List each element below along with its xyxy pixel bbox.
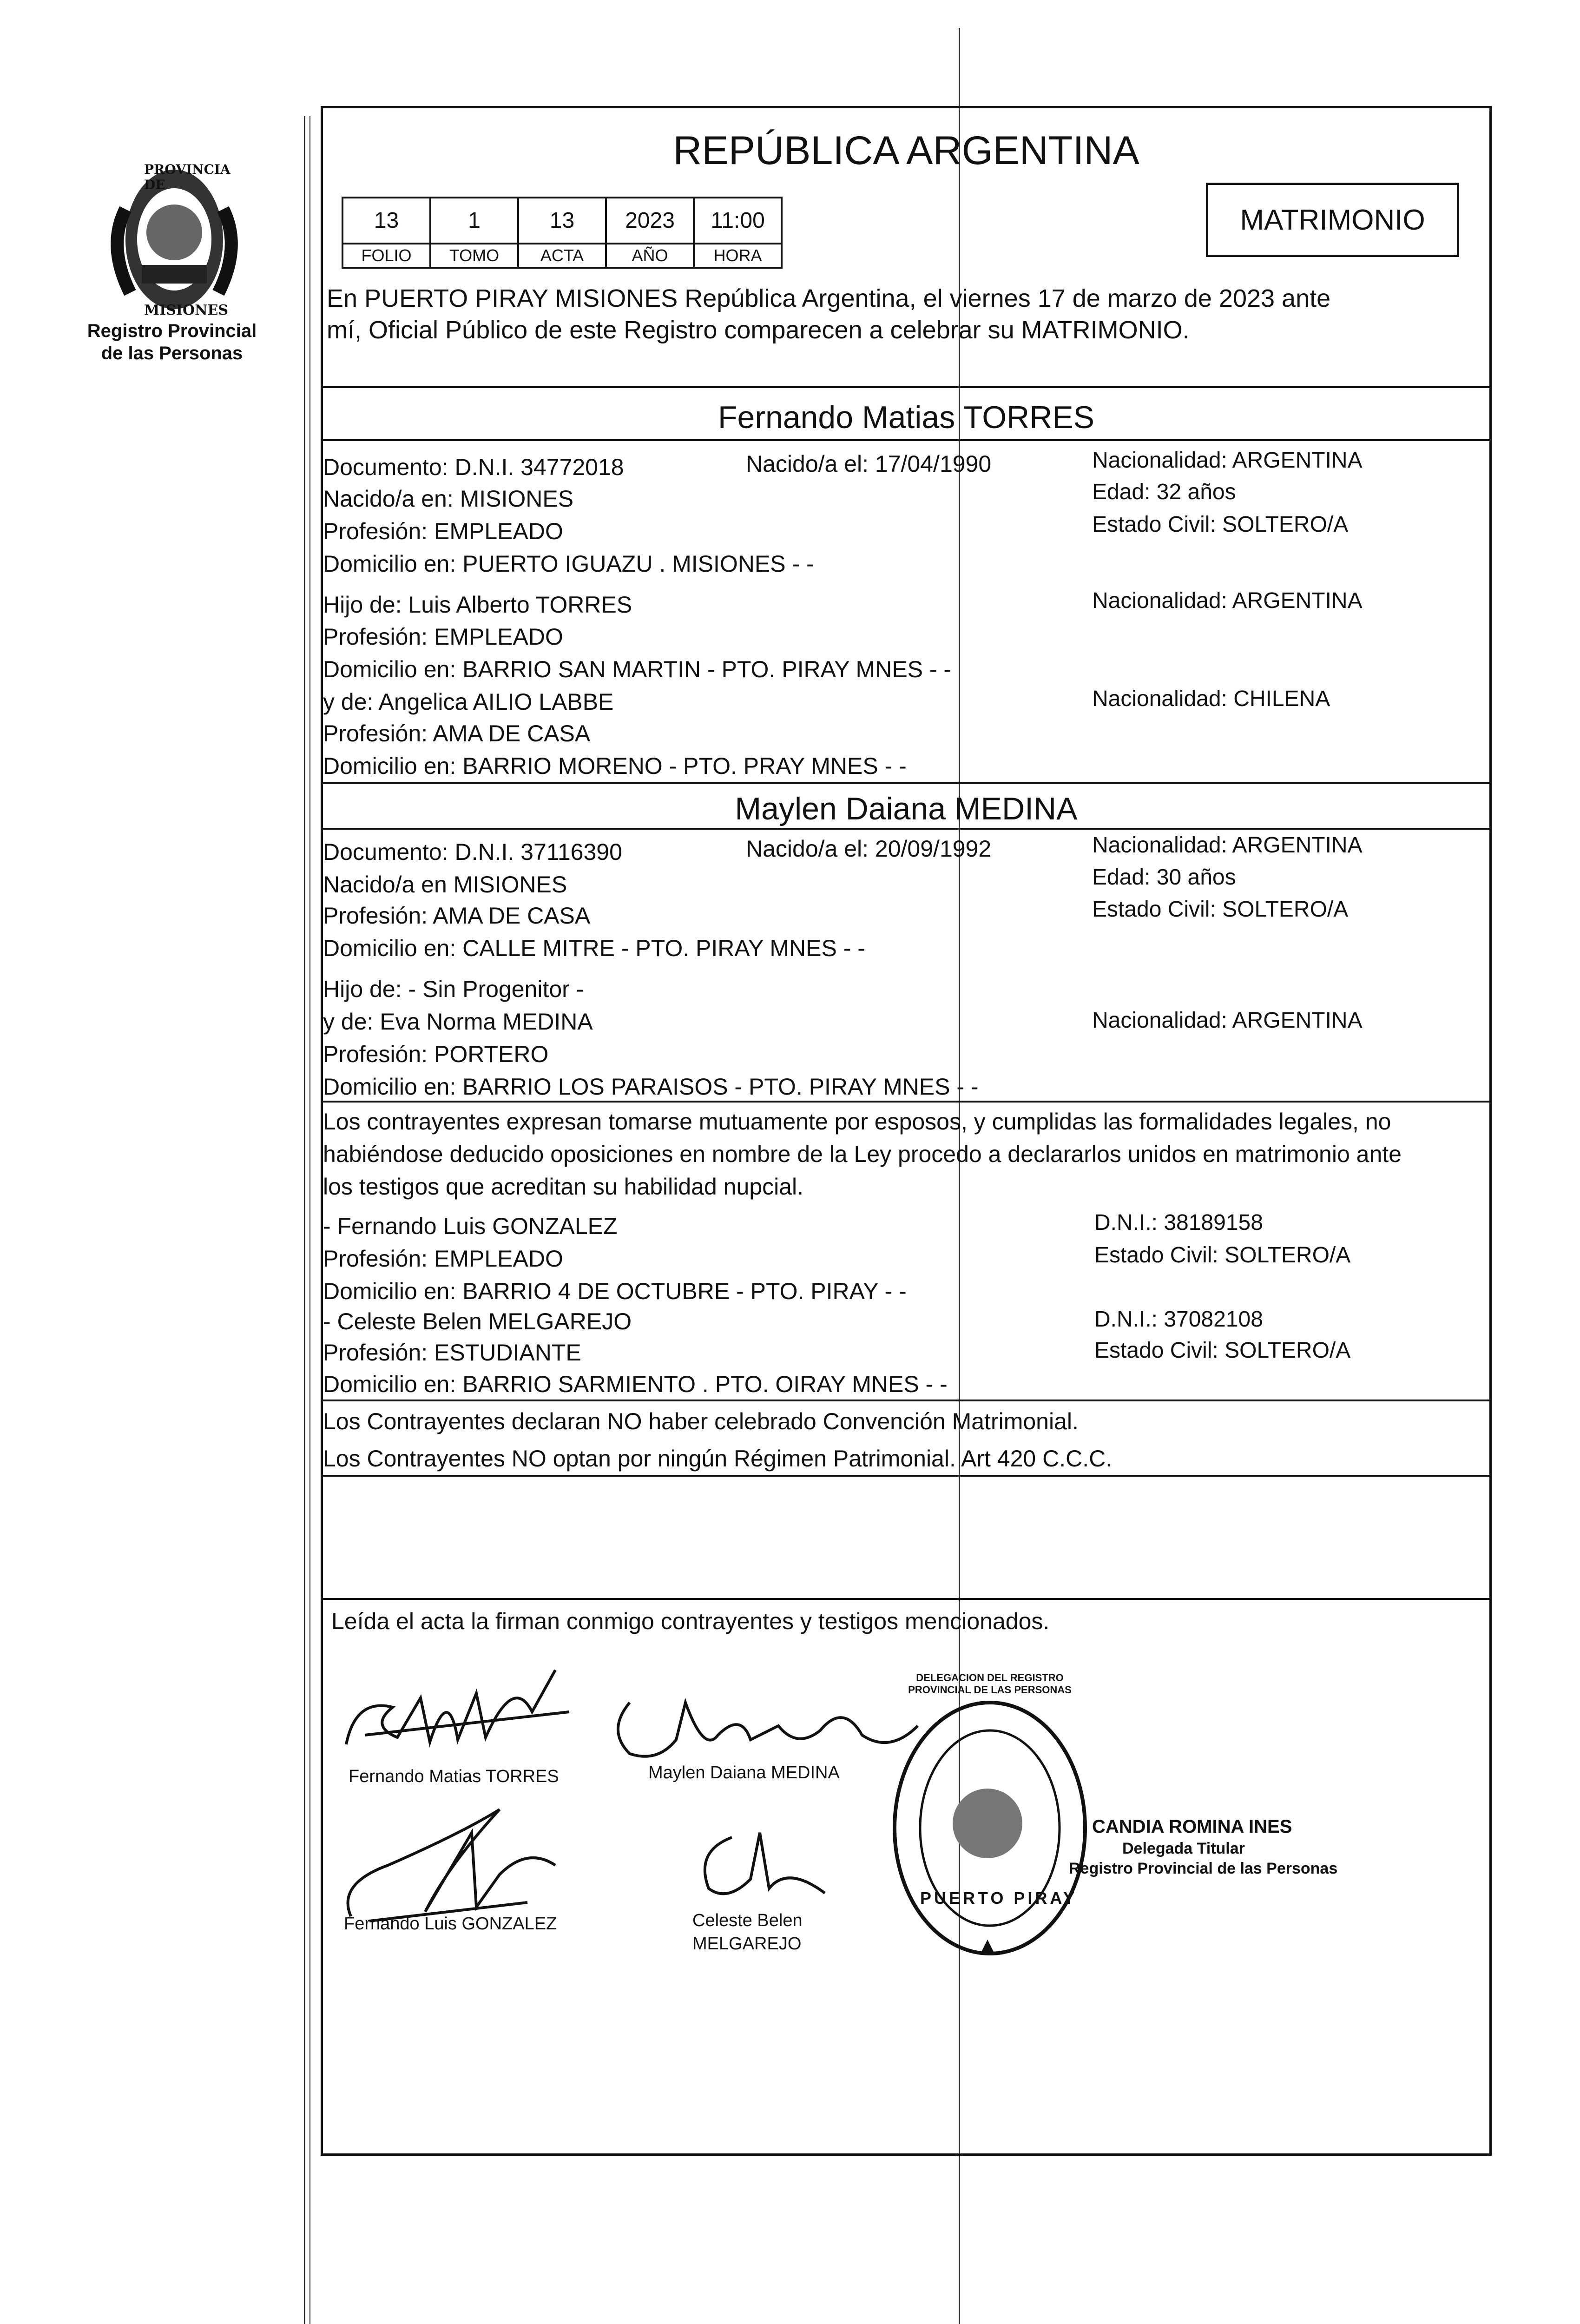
divider	[323, 1475, 1489, 1477]
official-org: Registro Provincial de las Personas	[1069, 1860, 1338, 1877]
declaration-line-1: Los contrayentes expresan tomarse mutuamente por esposos, y cumplidas las formalidades legales, no	[323, 1109, 1391, 1135]
witness2-profesion: Profesión: ESTUDIANTE	[323, 1340, 581, 1366]
party2-madre-nacionalidad: Nacionalidad: ARGENTINA	[1092, 1008, 1363, 1033]
divider	[323, 439, 1489, 441]
party1-nacionalidad: Nacionalidad: ARGENTINA	[1092, 448, 1363, 473]
intro-line-1: En PUERTO PIRAY MISIONES República Argentina, el viernes 17 de marzo de 2023 ante	[327, 284, 1331, 312]
signature-caption-melgarejo-1: Celeste Belen	[692, 1911, 803, 1930]
party2-domicilio: Domicilio en: CALLE MITRE - PTO. PIRAY MNES - -	[323, 935, 865, 961]
anio-value: 2023	[606, 198, 694, 244]
hora-label: HORA	[694, 244, 782, 268]
act-metadata-table	[342, 197, 783, 269]
anio-label: AÑO	[606, 244, 694, 268]
party1-madre-domicilio: Domicilio en: BARRIO MORENO - PTO. PRAY MNES - -	[323, 753, 907, 779]
stamp-ring-text: DELEGACION DEL REGISTRO PROVINCIAL DE LAS PERSONAS	[908, 1672, 1072, 1696]
party2-madre-profesion: Profesión: PORTERO	[323, 1041, 549, 1067]
party1-profesion: Profesión: EMPLEADO	[323, 518, 563, 544]
signature-caption-medina: Maylen Daiana MEDINA	[648, 1763, 840, 1783]
witness1-name: - Fernando Luis GONZALEZ	[323, 1213, 618, 1239]
witness2-dni: D.N.I.: 37082108	[1094, 1307, 1263, 1332]
divider	[323, 782, 1489, 784]
tomo-label: TOMO	[430, 244, 518, 268]
divider	[323, 1598, 1489, 1600]
stamp-center-text: PUERTO PIRAY	[920, 1888, 1078, 1908]
registry-logo	[98, 153, 251, 321]
party1-estado-civil: Estado Civil: SOLTERO/A	[1092, 512, 1349, 537]
registry-name-line1: Registro Provincial	[87, 321, 257, 341]
party1-madre-nacionalidad: Nacionalidad: CHILENA	[1092, 687, 1330, 711]
margin-line-left-2	[309, 116, 310, 2324]
marriage-certificate-form	[321, 106, 1492, 2156]
folio-value: 13	[342, 198, 430, 244]
witness1-estado-civil: Estado Civil: SOLTERO/A	[1094, 1243, 1351, 1268]
witness1-domicilio: Domicilio en: BARRIO 4 DE OCTUBRE - PTO. PIRAY - -	[323, 1278, 907, 1304]
party1-madre: y de: Angelica AILIO LABBE	[323, 689, 614, 715]
margin-line-left	[304, 116, 305, 2324]
hora-value: 11:00	[694, 198, 782, 244]
registry-name-line2: de las Personas	[101, 343, 243, 363]
party2-padre: Hijo de: - Sin Progenitor -	[323, 976, 584, 1002]
acta-value: 13	[518, 198, 606, 244]
party2-estado-civil: Estado Civil: SOLTERO/A	[1092, 897, 1349, 922]
party2-name: Maylen Daiana MEDINA	[735, 791, 1078, 826]
party1-nacido-en: Nacido/a en: MISIONES	[323, 486, 574, 512]
official-name: CANDIA ROMINA INES	[1092, 1816, 1292, 1837]
acta-label: ACTA	[518, 244, 606, 268]
country-title: REPÚBLICA ARGENTINA	[673, 128, 1139, 173]
party1-padre-profesion: Profesión: EMPLEADO	[323, 624, 563, 650]
party1-documento: Documento: D.N.I. 34772018	[323, 454, 624, 480]
divider	[323, 1400, 1489, 1401]
party2-documento: Documento: D.N.I. 37116390	[323, 839, 622, 865]
party1-domicilio: Domicilio en: PUERTO IGUAZU . MISIONES - -	[323, 551, 814, 577]
signature-caption-torres: Fernando Matias TORRES	[349, 1767, 559, 1786]
regime-line-2: Los Contrayentes NO optan por ningún Régimen Patrimonial. Art 420 C.C.C.	[323, 1446, 1113, 1472]
signature-gonzalez	[332, 1791, 620, 1930]
party2-nacido-el: Nacido/a el: 20/09/1992	[746, 836, 992, 862]
witness2-estado-civil: Estado Civil: SOLTERO/A	[1094, 1338, 1351, 1363]
party2-edad: Edad: 30 años	[1092, 865, 1236, 890]
witness1-dni: D.N.I.: 38189158	[1094, 1210, 1263, 1235]
signature-caption-melgarejo-2: MELGAREJO	[692, 1934, 802, 1954]
declaration-line-3: los testigos que acreditan su habilidad nupcial.	[323, 1174, 804, 1200]
signature-melgarejo	[685, 1819, 834, 1907]
official-stamp	[888, 1672, 1092, 1963]
intro-line-2: mí, Oficial Público de este Registro comparecen a celebrar su MATRIMONIO.	[327, 316, 1190, 344]
witness1-profesion: Profesión: EMPLEADO	[323, 1246, 563, 1272]
signature-caption-gonzalez: Fernando Luis GONZALEZ	[344, 1914, 557, 1934]
witness2-name: - Celeste Belen MELGAREJO	[323, 1308, 632, 1334]
party2-profesion: Profesión: AMA DE CASA	[323, 903, 591, 929]
party2-madre: y de: Eva Norma MEDINA	[323, 1009, 593, 1035]
party1-padre-nacionalidad: Nacionalidad: ARGENTINA	[1092, 588, 1363, 613]
official-title: Delegada Titular	[1122, 1840, 1245, 1857]
party1-padre: Hijo de: Luis Alberto TORRES	[323, 592, 632, 618]
witness2-domicilio: Domicilio en: BARRIO SARMIENTO . PTO. OIRAY MNES - -	[323, 1371, 948, 1397]
signature-torres	[337, 1656, 597, 1763]
party1-name: Fernando Matias TORRES	[718, 400, 1095, 435]
signature-medina	[602, 1684, 936, 1768]
regime-line-1: Los Contrayentes declaran NO haber celebrado Convención Matrimonial.	[323, 1408, 1079, 1434]
party1-edad: Edad: 32 años	[1092, 480, 1236, 504]
declaration-line-2: habiéndose deducido oposiciones en nombre de la Ley procedo a declararlos unidos en matrimonio ante	[323, 1141, 1402, 1167]
seal-text-bottom: MISIONES	[144, 302, 229, 318]
divider	[323, 828, 1489, 830]
party2-nacionalidad: Nacionalidad: ARGENTINA	[1092, 833, 1363, 858]
closing-text: Leída el acta la firman conmigo contrayentes y testigos mencionados.	[331, 1608, 1050, 1634]
divider	[323, 386, 1489, 388]
divider	[323, 1101, 1489, 1103]
party1-madre-profesion: Profesión: AMA DE CASA	[323, 720, 591, 746]
registry-name	[74, 320, 270, 364]
act-type-box: MATRIMONIO	[1206, 183, 1459, 257]
party2-nacido-en: Nacido/a en MISIONES	[323, 872, 567, 898]
folio-label: FOLIO	[342, 244, 430, 268]
party1-nacido-el: Nacido/a el: 17/04/1990	[746, 451, 992, 477]
party1-padre-domicilio: Domicilio en: BARRIO SAN MARTIN - PTO. PIRAY MNES - -	[323, 656, 952, 682]
tomo-value: 1	[430, 198, 518, 244]
seal-text-top: PROVINCIA DE	[144, 162, 230, 192]
party2-madre-domicilio: Domicilio en: BARRIO LOS PARAISOS - PTO. PIRAY MNES - -	[323, 1074, 979, 1100]
